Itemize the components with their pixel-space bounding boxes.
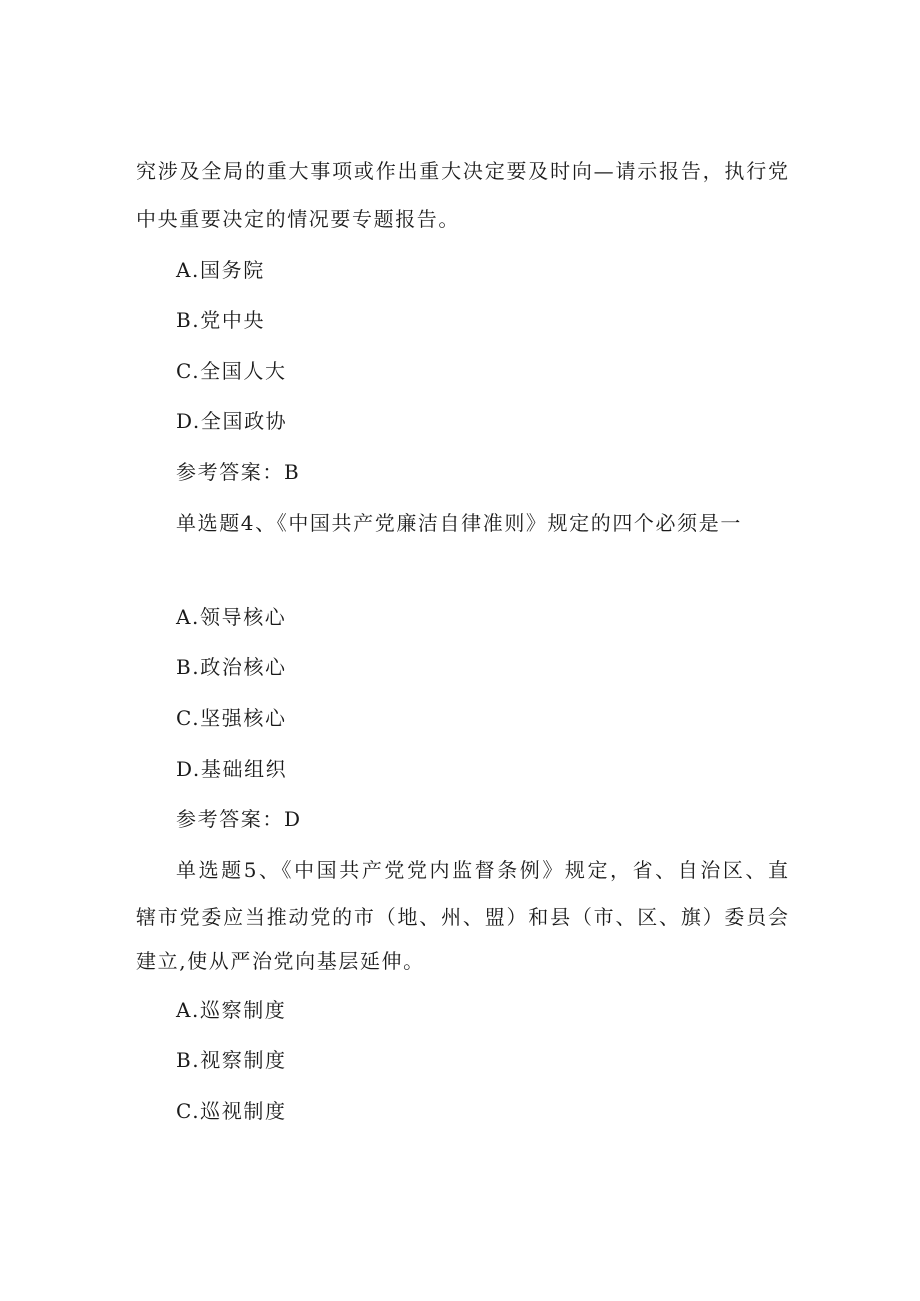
q4-option-c: C.坚强核心 [176,706,287,730]
q3-answer: 参考答案：B [176,460,301,484]
q5-stem-line-2: 辖市党委应当推动党的市（地、州、盟）和县（市、区、旗）委员会 [136,905,788,929]
q3-option-a: A.国务院 [176,258,265,282]
q4-option-b: B.政治核心 [176,655,287,679]
q4-option-a: A.领导核心 [176,605,287,629]
q3-option-b: B.党中央 [176,308,266,332]
q5-option-b: B.视察制度 [176,1048,287,1072]
q4-stem: 单选题4、《中国共产党廉洁自律准则》规定的四个必须是一 [176,511,742,535]
q4-answer: 参考答案：D [176,807,302,831]
q3-option-c: C.全国人大 [176,359,287,383]
q5-stem-line-3: 建立,使从严治党向基层延伸。 [136,949,425,973]
q3-stem-line-2: 中央重要决定的情况要专题报告。 [136,207,460,231]
q4-option-d: D.基础组织 [176,757,288,781]
q3-stem-line-1: 究涉及全局的重大事项或作出重大决定要及时向—请示报告，执行党 [136,159,788,183]
q5-option-a: A.巡察制度 [176,998,287,1022]
q5-stem-line-1: 单选题5、《中国共产党党内监督条例》规定，省、自治区、直 [176,858,788,882]
q3-option-d: D.全国政协 [176,409,288,433]
q5-option-c: C.巡视制度 [176,1099,287,1123]
